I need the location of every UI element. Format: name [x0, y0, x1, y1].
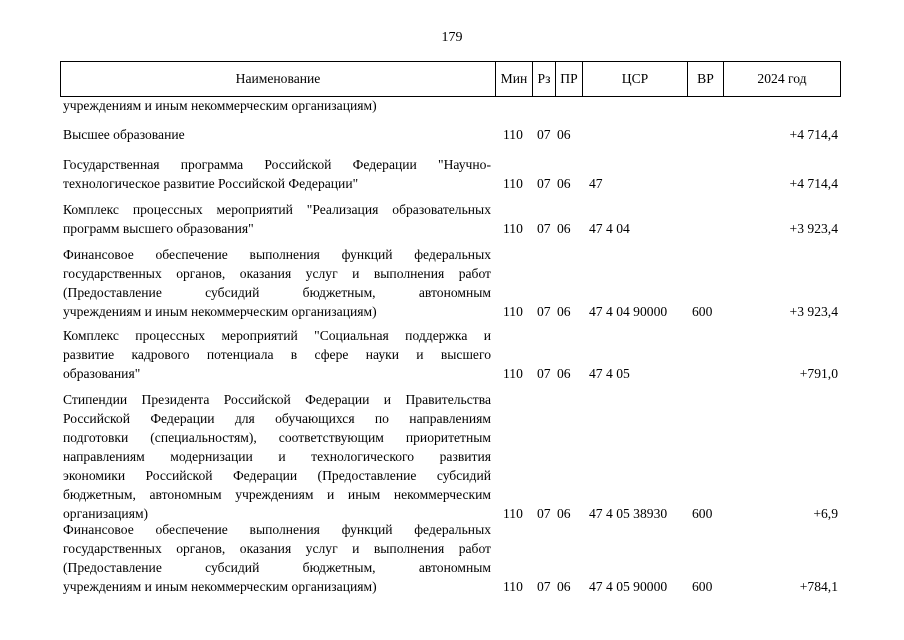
table-header	[60, 61, 841, 97]
row-name-line: Финансовое обеспечение выполнения функций федеральных	[63, 247, 491, 262]
row-value: +4 714,4	[789, 176, 838, 191]
header-rz: Рз	[537, 71, 551, 86]
row-rz: 07	[537, 366, 551, 381]
row-name	[63, 96, 491, 115]
row-name-line: учреждениям и иным некоммерческим организациям)	[63, 98, 377, 113]
row-min: 110	[503, 127, 523, 142]
row-name	[63, 390, 491, 523]
row-min: 110	[503, 176, 523, 191]
row-min: 110	[503, 366, 523, 381]
row-min: 110	[503, 221, 523, 236]
row-rz: 07	[537, 176, 551, 191]
row-name-line: технологическое развитие Российской Федерации"	[63, 176, 359, 191]
row-name	[63, 155, 491, 193]
row-name-line: организациям)	[63, 506, 149, 521]
row-vr: 600	[692, 579, 713, 594]
row-value: +791,0	[799, 366, 838, 381]
row-vr: 600	[692, 304, 713, 319]
row-name-line: Комплекс процессных мероприятий "Реализация образовательных	[63, 202, 491, 217]
row-name-line: учреждениям и иным некоммерческим организациям)	[63, 579, 377, 594]
row-name-line: (Предоставление субсидий бюджетным, автономным	[63, 560, 491, 575]
row-name	[63, 245, 491, 321]
row-name-line: государственных органов, оказания услуг и выполнения работ	[63, 541, 491, 556]
row-pr: 06	[557, 579, 571, 594]
row-name-line: бюджетным, автономным учреждениям и иным некоммерческим	[63, 487, 491, 502]
row-name-line: подготовки (специальностям), соответствующим приоритетным	[63, 430, 491, 445]
row-name-line: Стипендии Президента Российской Федерации и Правительства	[63, 392, 491, 407]
row-name	[63, 520, 491, 596]
row-name-line: Государственная программа Российской Федерации "Научно-	[63, 157, 491, 172]
row-pr: 06	[557, 127, 571, 142]
row-min: 110	[503, 304, 523, 319]
row-min: 110	[503, 506, 523, 521]
row-csr: 47	[589, 176, 603, 191]
row-name-line: Финансовое обеспечение выполнения функций федеральных	[63, 522, 491, 537]
row-name	[63, 326, 491, 383]
header-csr: ЦСР	[621, 71, 649, 86]
row-name-line: учреждениям и иным некоммерческим организациям)	[63, 304, 377, 319]
header-min: Мин	[500, 71, 528, 86]
row-name	[63, 125, 491, 144]
row-name-line: образования"	[63, 366, 141, 381]
row-pr: 06	[557, 221, 571, 236]
row-name-line: Комплекс процессных мероприятий "Социальная поддержка и	[63, 328, 491, 343]
row-csr: 47 4 04 90000	[589, 304, 668, 319]
row-rz: 07	[537, 506, 551, 521]
header-vr: ВР	[697, 71, 714, 86]
row-name-line: Российской Федерации для обучающихся по направлениям	[63, 411, 491, 426]
row-value: +3 923,4	[789, 221, 838, 236]
row-rz: 07	[537, 579, 551, 594]
row-name	[63, 200, 491, 238]
row-min: 110	[503, 579, 523, 594]
header-pr: ПР	[560, 71, 578, 86]
row-pr: 06	[557, 506, 571, 521]
row-rz: 07	[537, 221, 551, 236]
row-pr: 06	[557, 366, 571, 381]
row-pr: 06	[557, 304, 571, 319]
header-year: 2024 год	[757, 71, 807, 86]
row-name-line: Высшее образование	[63, 127, 185, 142]
row-value: +4 714,4	[789, 127, 838, 142]
row-name-line: программ высшего образования"	[63, 221, 254, 236]
row-csr: 47 4 05 38930	[589, 506, 668, 521]
row-rz: 07	[537, 304, 551, 319]
row-value: +6,9	[813, 506, 838, 521]
row-name-line: развитие кадрового потенциала в сфере науки и высшего	[63, 347, 491, 362]
header-name: Наименование	[235, 71, 321, 86]
page-number: 179	[441, 30, 463, 45]
row-pr: 06	[557, 176, 571, 191]
row-name-line: направлениям модернизации и технологического развития	[63, 449, 491, 464]
row-csr: 47 4 04	[589, 221, 630, 236]
row-csr: 47 4 05	[589, 366, 630, 381]
row-name-line: (Предоставление субсидий бюджетным, автономным	[63, 285, 491, 300]
row-name-line: государственных органов, оказания услуг и выполнения работ	[63, 266, 491, 281]
row-vr: 600	[692, 506, 713, 521]
row-name-line: экономики Российской Федерации (Предоставление субсидий	[63, 468, 491, 483]
row-value: +3 923,4	[789, 304, 838, 319]
row-csr: 47 4 05 90000	[589, 579, 668, 594]
row-rz: 07	[537, 127, 551, 142]
row-value: +784,1	[799, 579, 838, 594]
